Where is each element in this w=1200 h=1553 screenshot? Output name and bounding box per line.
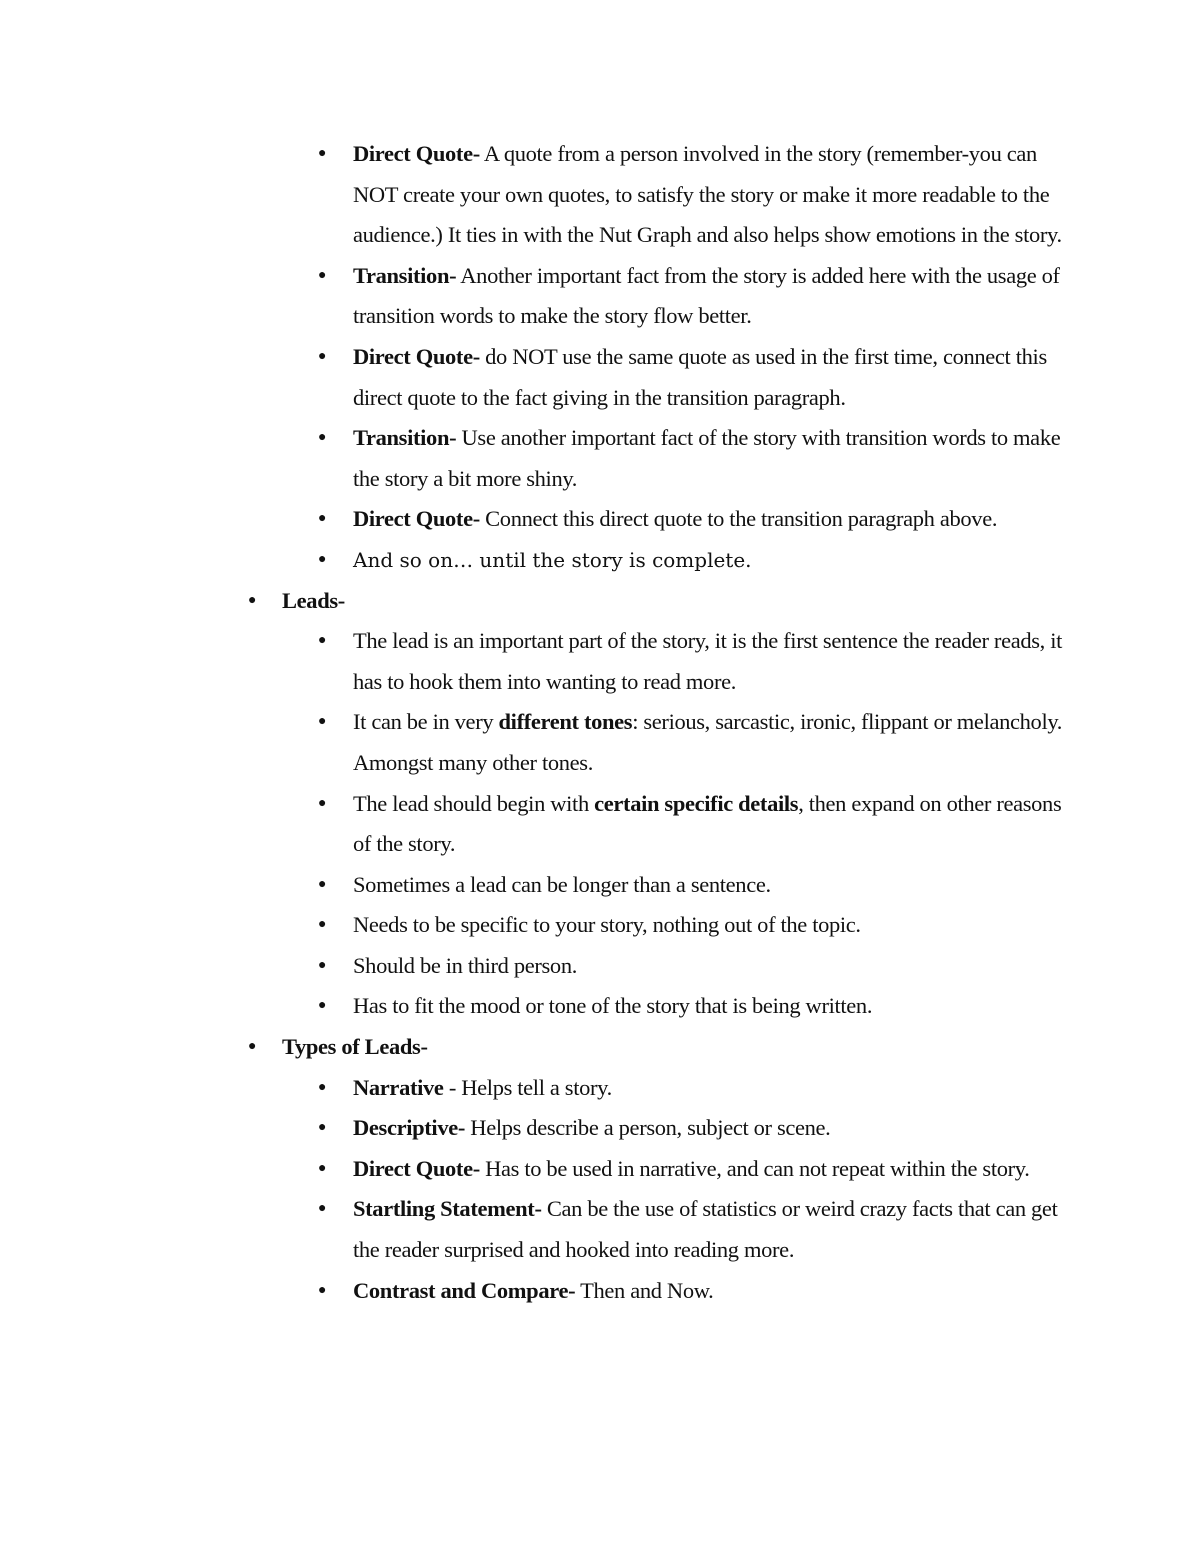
list-item [248,1189,1068,1270]
item-term: Direct Quote- [353,141,480,166]
bullet-icon: ● [318,876,327,892]
item-term: Direct Quote- [353,506,480,532]
item-term: Contrast and Compare- [353,1277,576,1303]
item-term: Transition- [353,262,457,288]
bullet-icon: ● [248,1039,257,1055]
item-text: Has to fit the mood or tone of the story that is being written. [353,993,873,1019]
item-emphasis: certain specific details [594,790,799,816]
bullet-icon: ● [318,551,327,567]
list-item [248,256,1068,337]
item-text: : serious, sarcastic, ironic, flippant or melancholy. Amongst many other tones. [353,709,1063,775]
bullet-icon: ● [318,1282,327,1298]
bullet-icon: ● [248,592,257,608]
bullet-icon: ● [318,511,327,527]
list-item [248,865,1068,906]
bullet-icon: ● [318,633,327,649]
list-item [248,134,1068,256]
list-item [248,946,1068,987]
section-types-of-leads [248,1027,1068,1068]
item-text: Helps describe a person, subject or scene. [465,1115,831,1141]
item-text: The lead should begin with [353,790,595,816]
item-text: Needs to be specific to your story, nothing out of the topic. [353,912,861,938]
section-leads [248,581,1068,622]
bullet-icon: ● [318,1120,327,1136]
list-item [248,337,1068,418]
list-item [248,418,1068,499]
item-term: Direct Quote- [353,343,480,369]
item-term: Descriptive- [353,1115,466,1141]
bullet-icon: ● [318,1160,327,1176]
bullet-icon: ● [318,917,327,933]
bullet-icon: ● [318,998,327,1014]
bullet-icon: ● [318,714,327,730]
section-heading: Types of Leads- [282,1034,428,1060]
list-item [248,1068,1068,1109]
list-item [248,1271,1068,1312]
list-item [248,784,1068,865]
bullet-icon: ● [318,1201,327,1217]
list-item [248,1149,1068,1190]
item-text: do NOT use the same quote as used in the first time, connect this direct quote to the fact giving in the transition paragraph. [353,343,1047,410]
item-text: - Helps tell a story. [443,1074,612,1100]
item-term: Transition- [353,425,457,451]
item-text: A quote from a person involved in the story (remember-you can NOT create your own quotes, to satisfy the story or make it more readable to the audience.) It ties in with the Nut Graph and also helps show emotions in the story. [353,141,1062,248]
bullet-icon: ● [318,267,327,283]
item-text: Then and Now. [575,1277,714,1303]
item-term: Direct Quote- [353,1155,480,1181]
item-text: And so on… until the story is complete. [353,547,752,572]
bullet-icon: ● [318,430,327,446]
item-text: , then expand on other reasons of the story. [353,790,1062,857]
list-item [248,702,1068,783]
list-item [248,540,1068,581]
bullet-icon: ● [318,348,327,364]
item-text: Has to be used in narrative, and can not repeat within the story. [479,1155,1030,1181]
list-item [248,621,1068,702]
bullet-icon: ● [318,957,327,973]
item-text: Use another important fact of the story with transition words to make the story a bit more shiny. [353,425,1061,491]
bullet-list [248,134,1068,1311]
list-item [248,1108,1068,1149]
item-text: Sometimes a lead can be longer than a sentence. [353,871,771,897]
bullet-icon: ● [318,146,327,161]
bullet-icon: ● [318,795,327,811]
item-text: Another important fact from the story is added here with the usage of transition words to make the story flow better. [353,262,1060,329]
item-emphasis: different tones [498,709,633,735]
item-text: It can be in very [353,709,499,735]
item-text: Connect this direct quote to the transition paragraph above. [479,506,998,532]
list-item [248,986,1068,1027]
list-item [248,499,1068,540]
item-text: Can be the use of statistics or weird crazy facts that can get the reader surprised and hooked into reading more. [353,1196,1058,1263]
item-term: Narrative [353,1074,444,1100]
section-heading: Leads- [282,587,345,613]
list-item [248,905,1068,946]
item-term: Startling Statement- [353,1196,542,1222]
item-text: The lead is an important part of the story, it is the first sentence the reader reads, it has to hook them into wanting to read more. [353,628,1063,694]
item-text: Should be in third person. [353,952,578,978]
bullet-icon: ● [318,1079,327,1095]
